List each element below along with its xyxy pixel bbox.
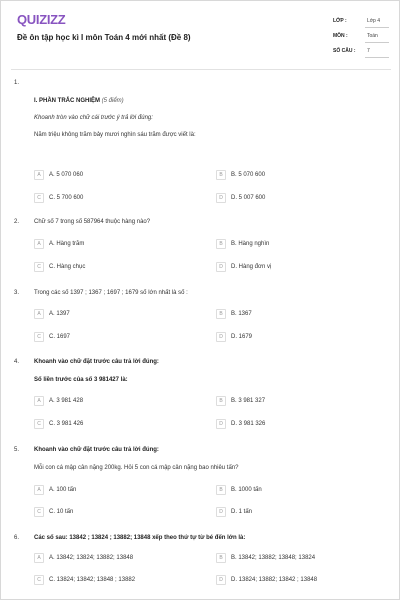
option-letter-box: B bbox=[216, 170, 226, 180]
option-text: A. 100 tấn bbox=[49, 487, 77, 493]
question-prompt: Mỗi con cá mập cân nặng 200kg. Hỏi 5 con cá mập cân nặng bao nhiêu tấn? bbox=[34, 465, 239, 471]
section-heading bbox=[34, 98, 124, 104]
worksheet-title: Đề ôn tập học kì I môn Toán 4 mới nhất (Đề 8) bbox=[17, 33, 191, 42]
option-text: D. Hàng đơn vị bbox=[231, 264, 272, 270]
answer-option-c[interactable] bbox=[34, 575, 135, 585]
option-text: A. 1397 bbox=[49, 311, 70, 317]
worksheet-header bbox=[1, 1, 400, 63]
option-letter-box: D bbox=[216, 419, 226, 429]
answer-option-d[interactable] bbox=[216, 262, 271, 272]
option-text: D. 1 tấn bbox=[231, 509, 253, 515]
option-letter-box: B bbox=[216, 309, 226, 319]
answer-option-b[interactable] bbox=[216, 485, 262, 495]
option-letter-box: C bbox=[34, 193, 44, 203]
option-letter-box: B bbox=[216, 239, 226, 249]
header-divider bbox=[11, 69, 391, 70]
meta-count-value: 7 bbox=[367, 48, 370, 54]
option-letter-box: C bbox=[34, 507, 44, 517]
question-prompt: Năm triệu không trăm bảy mươi nghìn sáu trăm được viết là: bbox=[34, 132, 196, 138]
answer-option-c[interactable] bbox=[34, 507, 73, 517]
option-letter-box: D bbox=[216, 575, 226, 585]
answer-option-c[interactable] bbox=[34, 262, 85, 272]
option-text: A. 5 070 060 bbox=[49, 172, 84, 178]
answer-option-d[interactable] bbox=[216, 332, 252, 342]
option-letter-box: A bbox=[34, 485, 44, 495]
answer-option-d[interactable] bbox=[216, 419, 265, 429]
meta-subject-label: MÔN : bbox=[333, 33, 348, 39]
option-text: C. 10 tấn bbox=[49, 509, 74, 515]
option-text: B. 1367 bbox=[231, 311, 252, 317]
answer-option-c[interactable] bbox=[34, 332, 70, 342]
option-text: A. Hàng trăm bbox=[49, 241, 85, 247]
quizizz-logo: QUIZIZZ bbox=[17, 12, 66, 27]
option-text: B. 1000 tấn bbox=[231, 487, 262, 493]
option-text: B. 5 070 600 bbox=[231, 172, 266, 178]
option-text: A. 13842; 13824; 13882; 13848 bbox=[49, 555, 134, 561]
option-text: D. 3 981 326 bbox=[231, 421, 266, 427]
option-text: C. Hàng chục bbox=[49, 264, 86, 270]
question-number: 4. bbox=[14, 359, 20, 365]
option-text: C. 1697 bbox=[49, 334, 71, 340]
question-prompt: Trong các số 1397 ; 1367 ; 1697 ; 1679 số lớn nhất là số : bbox=[34, 290, 188, 296]
section-note: (5 điểm) bbox=[101, 98, 124, 104]
meta-subject-value: Toán bbox=[367, 33, 378, 39]
option-letter-box: C bbox=[34, 332, 44, 342]
option-letter-box: C bbox=[34, 575, 44, 585]
question-instruction: Khoanh tròn vào chữ cái trước ý trả lời đúng: bbox=[34, 115, 153, 121]
answer-option-b[interactable] bbox=[216, 396, 265, 406]
question-instruction: Khoanh vào chữ đặt trước câu trả lời đúng: bbox=[34, 359, 159, 365]
option-letter-box: A bbox=[34, 553, 44, 563]
option-text: D. 13824; 13882; 13842 ; 13848 bbox=[231, 577, 318, 583]
option-text: A. 3 981 428 bbox=[49, 398, 84, 404]
question-number: 5. bbox=[14, 447, 20, 453]
answer-option-a[interactable] bbox=[34, 309, 70, 319]
answer-option-c[interactable] bbox=[34, 419, 83, 429]
question-instruction: Khoanh vào chữ đặt trước câu trả lời đúng: bbox=[34, 447, 159, 453]
option-letter-box: D bbox=[216, 507, 226, 517]
question-prompt: Chữ số 7 trong số 587964 thuộc hàng nào? bbox=[34, 219, 151, 225]
option-letter-box: A bbox=[34, 239, 44, 249]
answer-option-a[interactable] bbox=[34, 485, 76, 495]
meta-class-value: Lớp 4 bbox=[367, 18, 381, 24]
answer-option-d[interactable] bbox=[216, 507, 252, 517]
option-letter-box: B bbox=[216, 485, 226, 495]
answer-option-b[interactable] bbox=[216, 239, 269, 249]
option-letter-box: D bbox=[216, 193, 226, 203]
section-title: I. PHẦN TRẮC NGHIỆM bbox=[34, 98, 100, 104]
option-text: B. 3 981 327 bbox=[231, 398, 266, 404]
option-letter-box: A bbox=[34, 170, 44, 180]
option-text: D. 5 007 600 bbox=[231, 195, 266, 201]
answer-option-d[interactable] bbox=[216, 193, 265, 203]
option-text: C. 5 700 600 bbox=[49, 195, 84, 201]
option-text: D. 1679 bbox=[231, 334, 253, 340]
meta-divider bbox=[365, 27, 389, 28]
answer-option-b[interactable] bbox=[216, 170, 265, 180]
meta-divider bbox=[365, 42, 389, 43]
answer-option-a[interactable] bbox=[34, 239, 84, 249]
meta-count-label: SỐ CÂU : bbox=[333, 48, 356, 54]
option-letter-box: C bbox=[34, 419, 44, 429]
option-letter-box: D bbox=[216, 332, 226, 342]
option-letter-box: B bbox=[216, 553, 226, 563]
option-text: C. 13824; 13842; 13848 ; 13882 bbox=[49, 577, 136, 583]
answer-option-c[interactable] bbox=[34, 193, 83, 203]
option-text: C. 3 981 426 bbox=[49, 421, 84, 427]
question-number: 3. bbox=[14, 290, 20, 296]
meta-divider bbox=[365, 57, 389, 58]
option-letter-box: C bbox=[34, 262, 44, 272]
answer-option-a[interactable] bbox=[34, 396, 83, 406]
option-text: B. Hàng nghìn bbox=[231, 241, 270, 247]
option-letter-box: A bbox=[34, 309, 44, 319]
option-text: B. 13842; 13882; 13848; 13824 bbox=[231, 555, 316, 561]
option-letter-box: B bbox=[216, 396, 226, 406]
meta-class-label: LỚP : bbox=[333, 18, 347, 24]
answer-option-a[interactable] bbox=[34, 170, 83, 180]
option-letter-box: A bbox=[34, 396, 44, 406]
question-prompt: Các số sau: 13842 ; 13824 ; 13882; 13848 xếp theo thứ tự từ bé đến lớn là: bbox=[34, 535, 246, 541]
question-number: 6. bbox=[14, 535, 20, 541]
answer-option-b[interactable] bbox=[216, 309, 252, 319]
question-number: 1. bbox=[14, 80, 20, 86]
answer-option-d[interactable] bbox=[216, 575, 317, 585]
question-prompt: Số liền trước của số 3 981427 là: bbox=[34, 377, 128, 383]
answer-option-a[interactable] bbox=[34, 553, 133, 563]
question-number: 2. bbox=[14, 219, 20, 225]
answer-option-b[interactable] bbox=[216, 553, 315, 563]
option-letter-box: D bbox=[216, 262, 226, 272]
